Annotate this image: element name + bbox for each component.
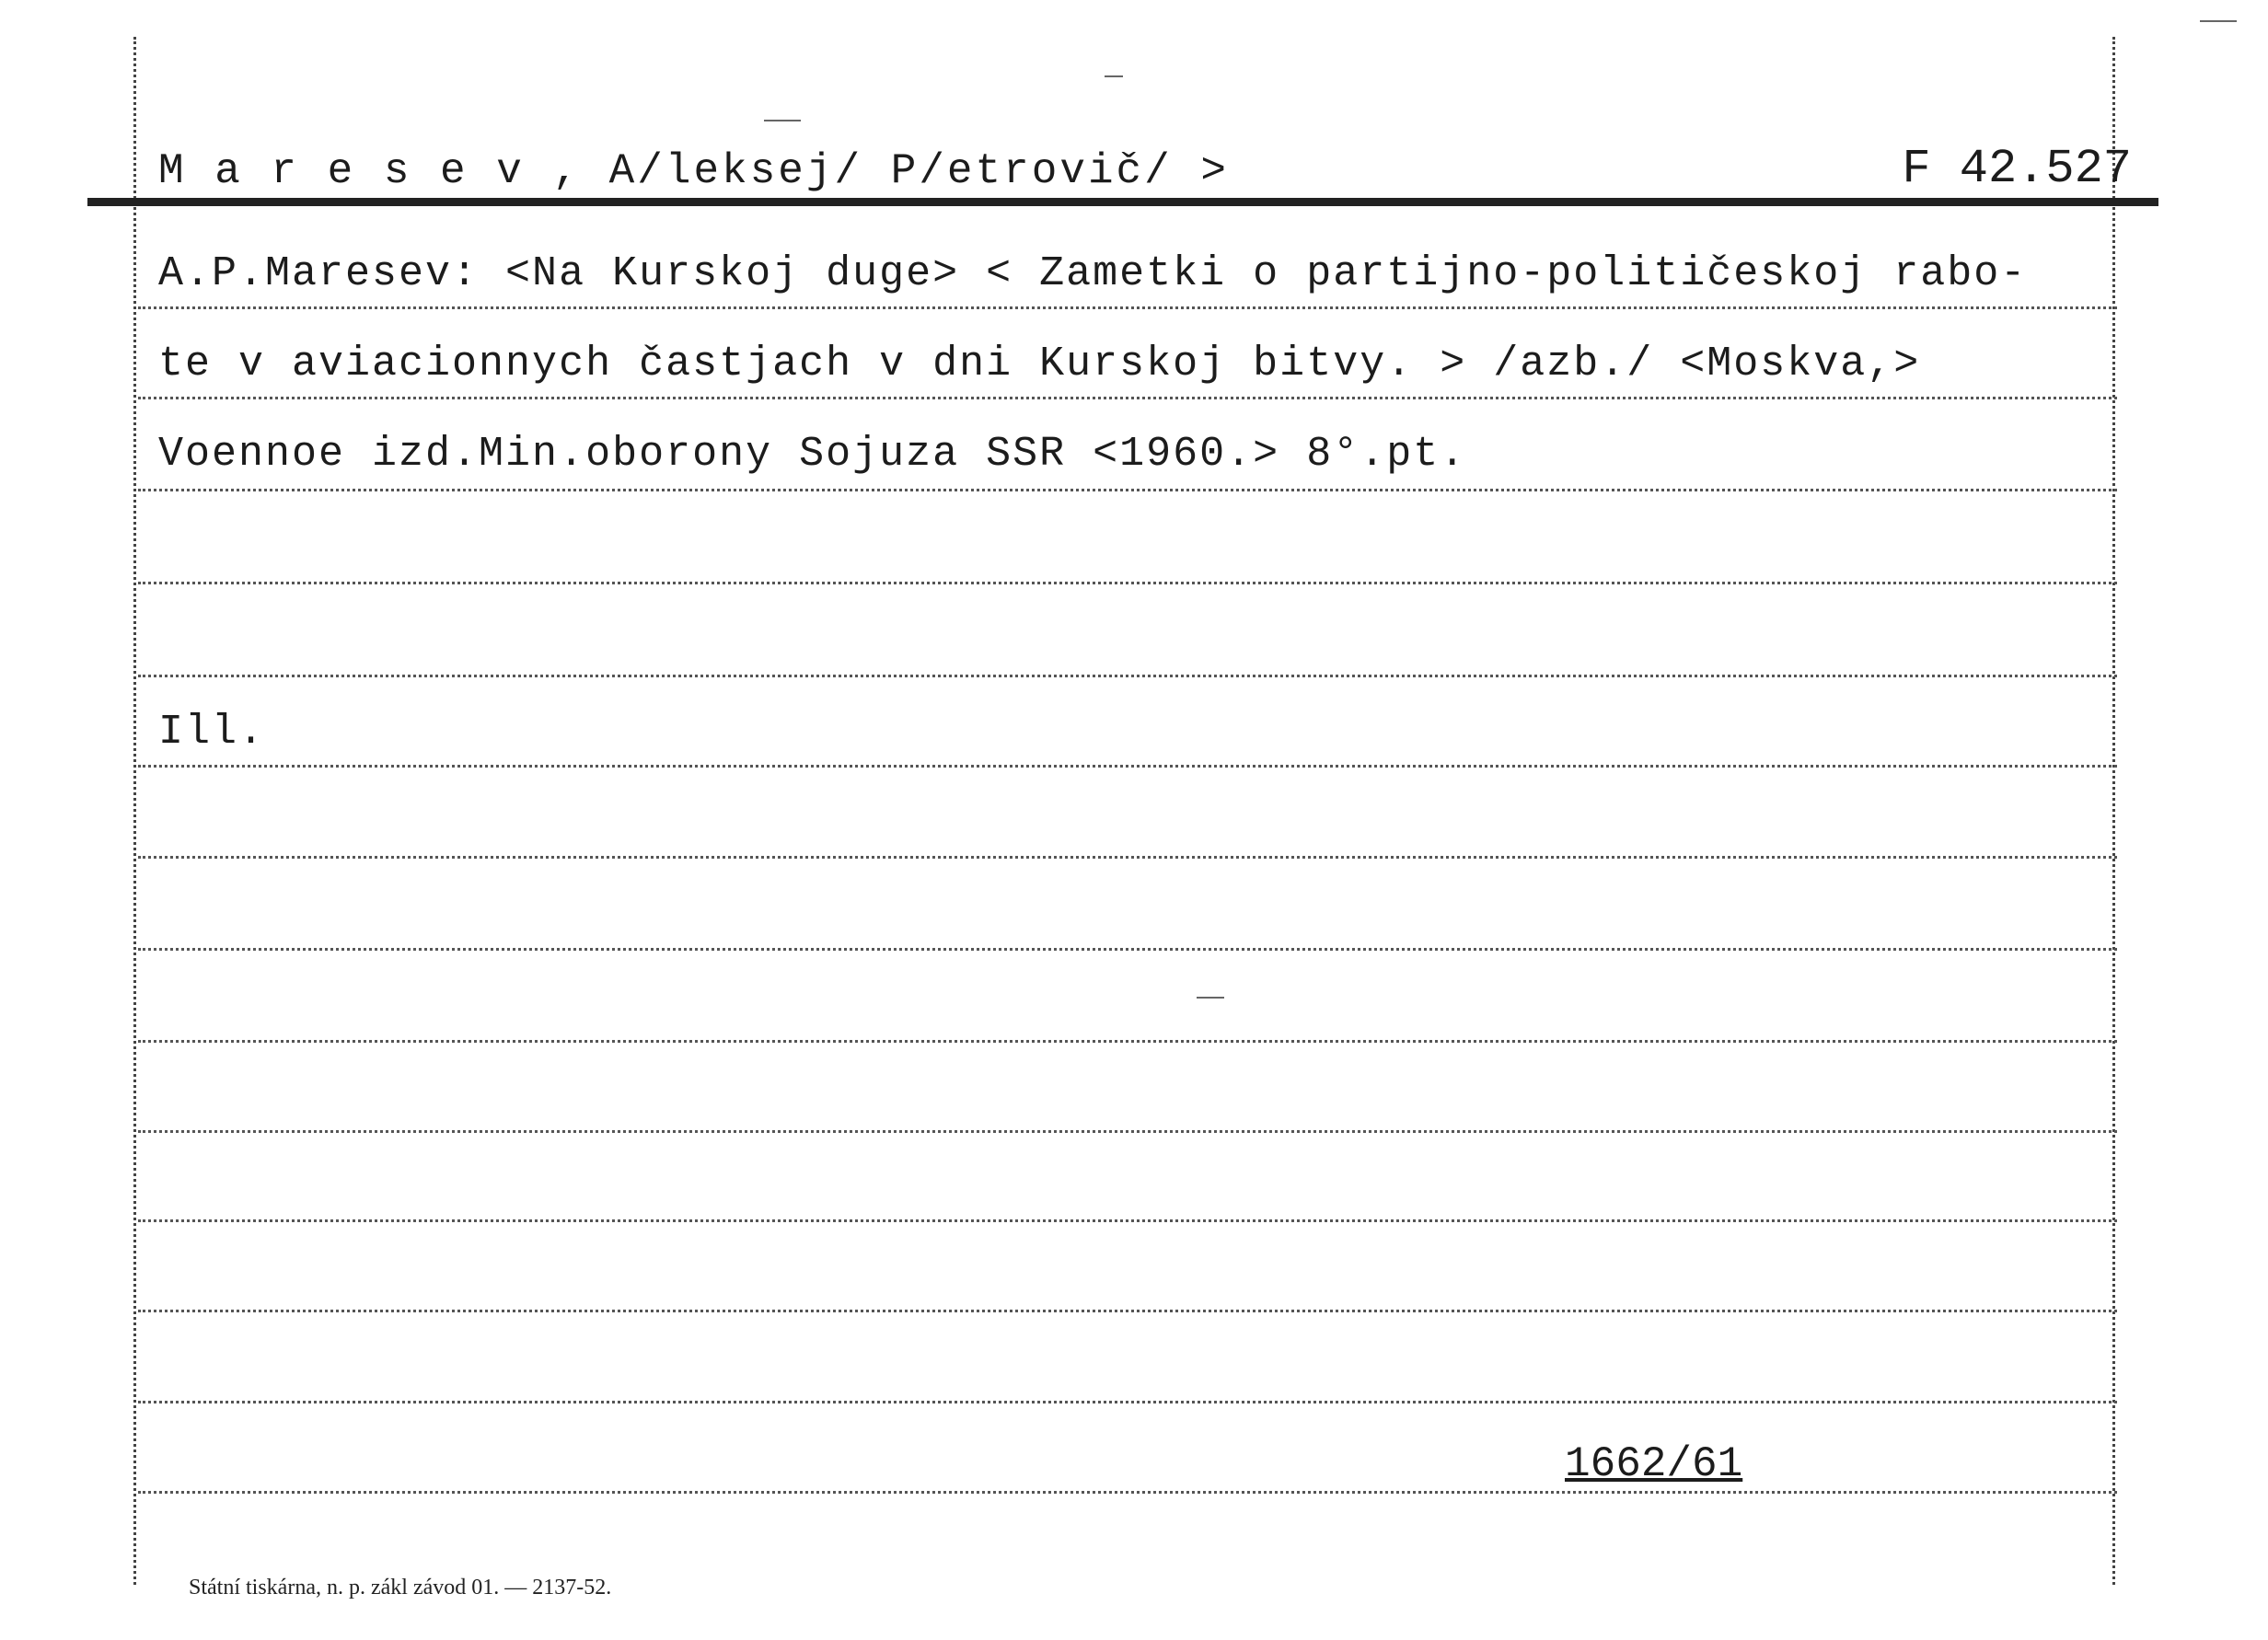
accession-number: 1662/61 [1565,1440,1743,1488]
scan-mark [764,120,801,121]
description-line-3: Voennoe izd.Min.oborony Sojuza SSR <1960.> 8°.pt. [158,431,1467,478]
ruled-line [138,489,2117,491]
ruled-line [138,856,2117,859]
left-margin-line [133,37,136,1585]
ruled-line [138,582,2117,584]
ruled-line [138,948,2117,951]
ruled-line [138,1040,2117,1043]
ruled-line [138,397,2117,399]
ruled-line [138,1219,2117,1222]
ruled-line [138,1130,2117,1133]
right-margin-line [2112,37,2115,1585]
illustrations-note: Ill. [158,709,266,756]
description-line-1: A.P.Maresev: <Na Kurskoj duge> < Zametki o partijno-političeskoj rabo- [158,250,2028,297]
ruled-line [138,1310,2117,1312]
heading-rule [87,198,2158,206]
description-line-2: te v aviacionnych častjach v dni Kurskoj bitvy. > /azb./ <Moskva,> [158,341,1921,387]
ruled-line [138,765,2117,768]
scan-mark [2200,20,2237,22]
scan-mark [1105,75,1123,77]
ruled-line [138,675,2117,677]
scan-mark [1197,997,1224,999]
ruled-line [138,1491,2117,1494]
shelf-signature: F 42.527 [1902,142,2132,196]
printer-imprint: Státní tiskárna, n. p. zákl závod 01. — 2137-52. [189,1576,612,1600]
author-heading: M a r e s e v , A/leksej/ P/etrovič/ > [158,147,1229,195]
ruled-line [138,306,2117,309]
ruled-line [138,1401,2117,1403]
